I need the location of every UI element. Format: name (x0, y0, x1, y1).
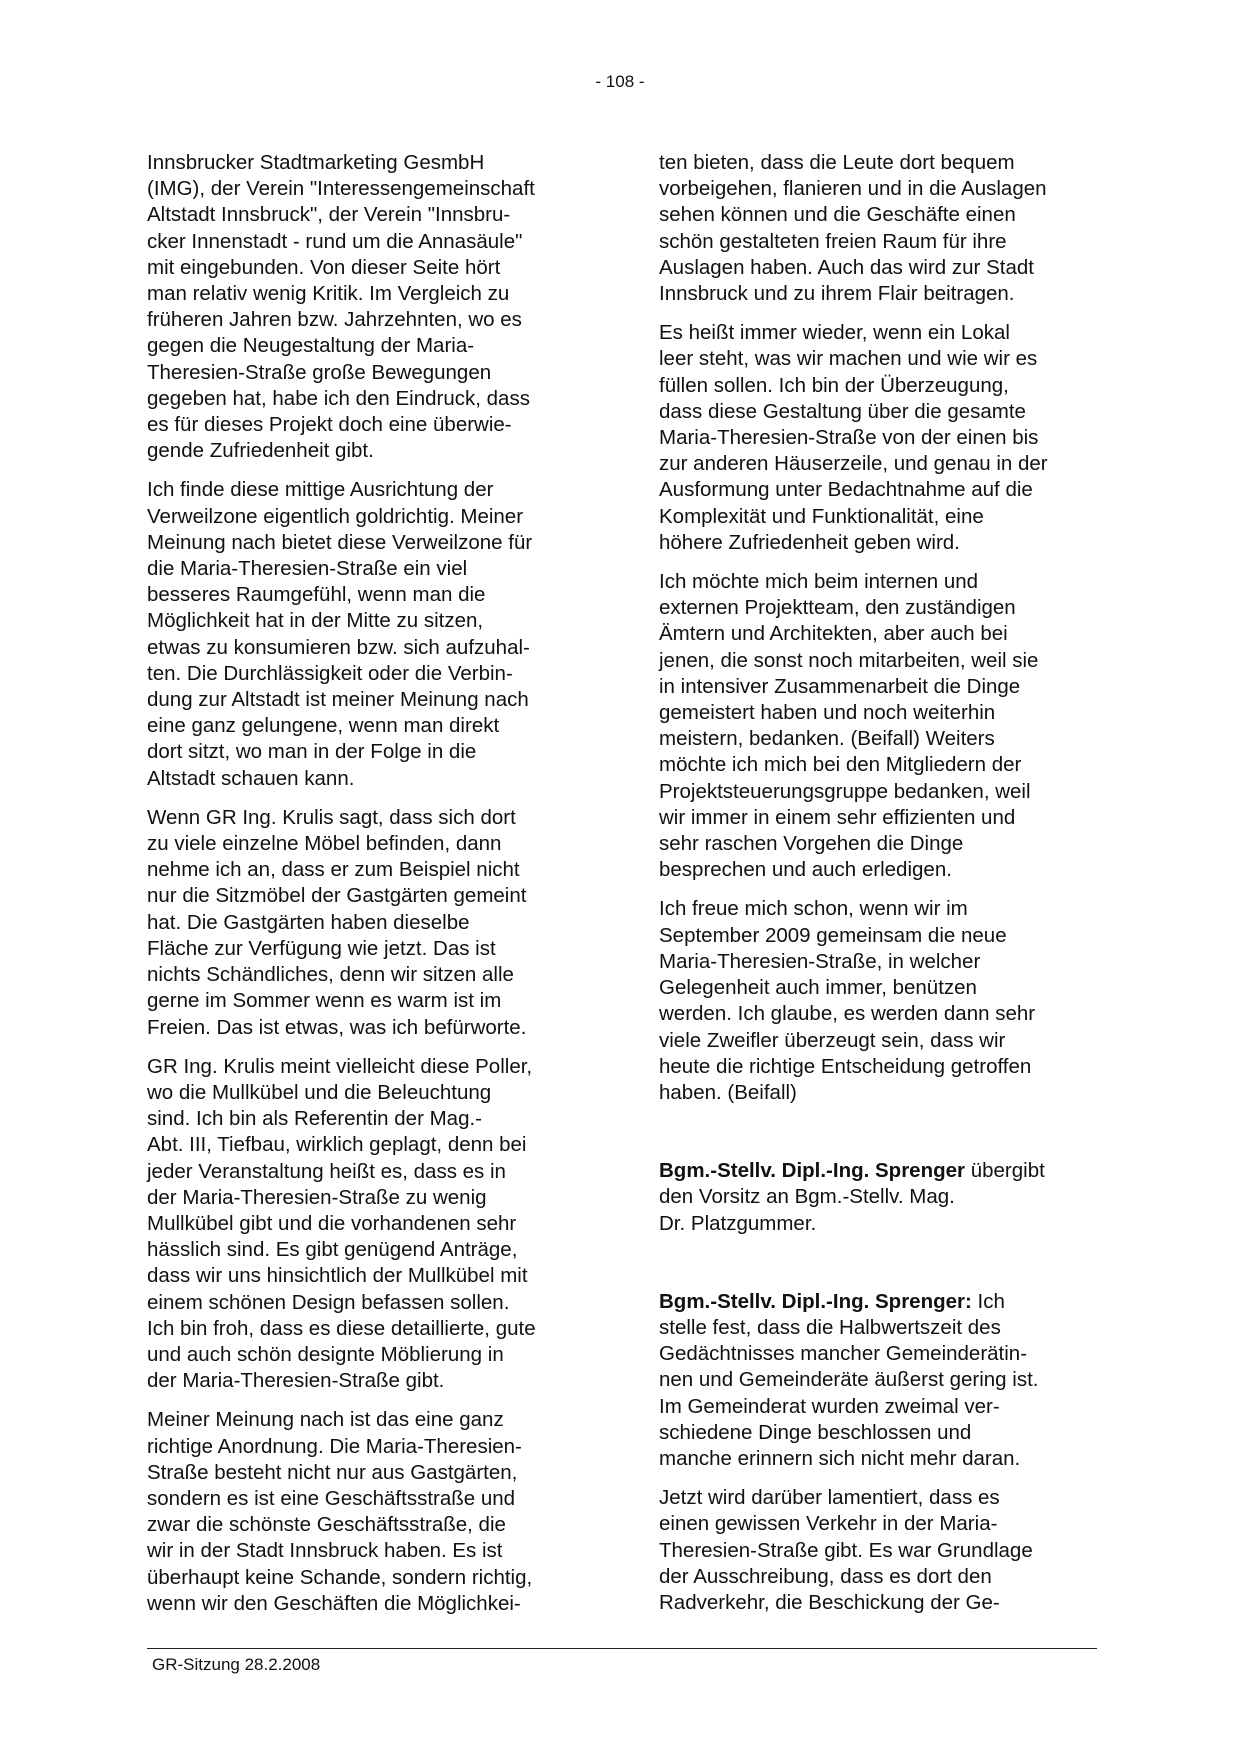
text-line: Maria-Theresien-Straße von der einen bis (659, 426, 1039, 450)
text-line: stelle fest, dass die Halbwertszeit des (659, 1315, 1001, 1339)
text-line: etwas zu konsumieren bzw. sich aufzuhal- (147, 635, 530, 659)
body-paragraph (659, 569, 1104, 883)
section-gap (659, 1119, 1104, 1158)
text-line: besprechen und auch erledigen. (659, 858, 952, 882)
text-line: einen gewissen Verkehr in der Maria- (659, 1512, 998, 1536)
text-line: leer steht, was wir machen und wie wir es (659, 347, 1038, 371)
text-line: (IMG), der Verein "Interessengemeinschaft (147, 177, 535, 201)
text-line: dass wir uns hinsichtlich der Mullkübel mit (147, 1264, 528, 1288)
text-line: den Vorsitz an Bgm.-Stellv. Mag. (659, 1185, 955, 1209)
text-line: Innsbrucker Stadtmarketing GesmbH (147, 151, 485, 174)
text-line: Fläche zur Verfügung wie jetzt. Das ist (147, 936, 496, 960)
speaker-name: Bgm.-Stellv. Dipl.-Ing. Sprenger: (659, 1289, 972, 1313)
body-paragraph (659, 1485, 1104, 1616)
text-line: und auch schön designte Möblierung in (147, 1342, 504, 1366)
text-line: jenen, die sonst noch mitarbeiten, weil sie (659, 648, 1039, 672)
page-number: - 108 - (595, 72, 645, 91)
text-line: sehen können und die Geschäfte einen (659, 203, 1016, 227)
text-line: schiedene Dinge beschlossen und (659, 1420, 972, 1444)
text-line: Jetzt wird darüber lamentiert, dass es (659, 1486, 1000, 1510)
text-line: früheren Jahren bzw. Jahrzehnten, wo es (147, 308, 522, 332)
text-line: man relativ wenig Kritik. Im Vergleich zu (147, 282, 510, 306)
body-paragraph (659, 150, 1104, 307)
text-line: Gelegenheit auch immer, benützen (659, 976, 977, 1000)
left-column (147, 150, 592, 1630)
text-line: ten. Die Durchlässigkeit oder die Verbin- (147, 661, 513, 685)
text-line: die Maria-Theresien-Straße ein viel (147, 557, 468, 581)
text-line: ten bieten, dass die Leute dort bequem (659, 151, 1015, 174)
text-line: hässlich sind. Es gibt genügend Anträge, (147, 1238, 518, 1262)
text-line: nen und Gemeinderäte äußerst gering ist. (659, 1368, 1039, 1392)
text-line: hat. Die Gastgärten haben dieselbe (147, 910, 470, 934)
text-line: Ich bin froh, dass es diese detaillierte, gute (147, 1316, 536, 1340)
section-gap (659, 1250, 1104, 1289)
handover-first-line (659, 1158, 1104, 1184)
text-line: der Maria-Theresien-Straße zu wenig (147, 1185, 487, 1209)
body-paragraph (147, 477, 592, 791)
text-line: es für dieses Projekt doch eine überwie- (147, 413, 512, 437)
text-line: Es heißt immer wieder, wenn ein Lokal (659, 321, 1010, 345)
text-line: Komplexität und Funktionalität, eine (659, 504, 984, 528)
text-line: Projektsteuerungsgruppe bedanken, weil (659, 779, 1031, 803)
text-line: nichts Schändliches, denn wir sitzen alle (147, 963, 514, 987)
text-line: zwar die schönste Geschäftsstraße, die (147, 1513, 506, 1537)
text-line: möchte ich mich bei den Mitgliedern der (659, 753, 1022, 777)
text-line: wir immer in einem sehr effizienten und (659, 805, 1016, 829)
text-line: Ausformung unter Bedachtnahme auf die (659, 478, 1033, 502)
text-line: Ich freue mich schon, wenn wir im (659, 897, 968, 921)
text-line: Theresien-Straße gibt. Es war Grundlage (659, 1538, 1033, 1562)
body-paragraph (659, 320, 1104, 556)
text-line: Altstadt Innsbruck", der Verein "Innsbru- (147, 203, 511, 227)
text-line: Möglichkeit hat in der Mitte zu sitzen, (147, 609, 484, 633)
text-line: heute die richtige Entscheidung getroffen (659, 1054, 1032, 1078)
right-column (659, 150, 1104, 1629)
text-line: Ich finde diese mittige Ausrichtung der (147, 478, 494, 502)
body-paragraph (659, 896, 1104, 1106)
text-line: nur die Sitzmöbel der Gastgärten gemeint (147, 884, 527, 908)
text-line: mit eingebunden. Von dieser Seite hört (147, 255, 501, 279)
handover-first-line-rest: übergibt (965, 1159, 1045, 1183)
text-line: meistern, bedanken. (Beifall) Weiters (659, 727, 995, 751)
text-line: dort sitzt, wo man in der Folge in die (147, 740, 477, 764)
text-line: in intensiver Zusammenarbeit die Dinge (659, 674, 1021, 698)
statement-first-line-rest: Ich (971, 1289, 1005, 1313)
text-line: Theresien-Straße große Bewegungen (147, 360, 492, 384)
text-line: Ämtern und Architekten, aber auch bei (659, 622, 1008, 646)
text-line: GR Ing. Krulis meint vielleicht diese Poller, (147, 1054, 533, 1078)
text-line: viele Zweifler überzeugt sein, dass wir (659, 1028, 1006, 1052)
text-line: eine ganz gelungene, wenn man direkt (147, 714, 500, 738)
text-line: Innsbruck und zu ihrem Flair beitragen. (659, 282, 1015, 306)
text-line: Abt. III, Tiefbau, wirklich geplagt, denn bei (147, 1133, 527, 1157)
text-line: werden. Ich glaube, es werden dann sehr (659, 1002, 1036, 1026)
text-line: manche erinnern sich nicht mehr daran. (659, 1446, 1021, 1470)
statement-first-line (659, 1289, 1104, 1315)
text-line: Ich möchte mich beim internen und (659, 570, 979, 594)
text-line: sondern es ist eine Geschäftsstraße und (147, 1486, 516, 1510)
text-line: Verweilzone eigentlich goldrichtig. Meiner (147, 504, 524, 528)
text-line: dung zur Altstadt ist meiner Meinung nach (147, 688, 529, 712)
body-paragraph (147, 1407, 592, 1617)
text-line: Altstadt schauen kann. (147, 766, 355, 790)
text-line: jeder Veranstaltung heißt es, dass es in (147, 1159, 506, 1183)
text-line: externen Projektteam, den zuständigen (659, 596, 1016, 620)
text-line: einem schönen Design befassen sollen. (147, 1290, 510, 1314)
footer-text: GR-Sitzung 28.2.2008 (152, 1655, 321, 1674)
text-line: schön gestalteten freien Raum für ihre (659, 229, 1007, 253)
text-line: Freien. Das ist etwas, was ich befürworte. (147, 1015, 527, 1039)
text-line: cker Innenstadt - rund um die Annasäule" (147, 229, 523, 253)
text-line: der Ausschreibung, dass es dort den (659, 1564, 992, 1588)
text-line: Mullkübel gibt und die vorhandenen sehr (147, 1211, 517, 1235)
text-line: überhaupt keine Schande, sondern richtig, (147, 1565, 533, 1589)
text-line: wir in der Stadt Innsbruck haben. Es ist (147, 1539, 503, 1563)
text-line: zur anderen Häuserzeile, und genau in der (659, 452, 1048, 476)
body-paragraph (147, 1054, 592, 1395)
text-line: gerne im Sommer wenn es warm ist im (147, 989, 502, 1013)
text-line: besseres Raumgefühl, wenn man die (147, 583, 486, 607)
text-line: sind. Ich bin als Referentin der Mag.- (147, 1107, 482, 1131)
text-line: vorbeigehen, flanieren und in die Auslagen (659, 177, 1047, 201)
text-line: zu viele einzelne Möbel befinden, dann (147, 832, 502, 856)
statement-paragraph (659, 1289, 1104, 1472)
text-line: Dr. Platzgummer. (659, 1211, 817, 1235)
text-line: höhere Zufriedenheit geben wird. (659, 530, 960, 554)
text-line: Wenn GR Ing. Krulis sagt, dass sich dort (147, 805, 516, 829)
text-line: Gedächtnisses mancher Gemeinderätin- (659, 1342, 1028, 1366)
text-line: gegen die Neugestaltung der Maria- (147, 334, 475, 358)
text-line: haben. (Beifall) (659, 1080, 797, 1104)
handover-paragraph (659, 1158, 1104, 1237)
text-line: September 2009 gemeinsam die neue (659, 923, 1007, 947)
text-line: gemeistert haben und noch weiterhin (659, 701, 996, 725)
text-line: Meiner Meinung nach ist das eine ganz (147, 1408, 504, 1432)
footer-divider (147, 1648, 1097, 1649)
text-line: nehme ich an, dass er zum Beispiel nicht (147, 858, 520, 882)
text-line: Straße besteht nicht nur aus Gastgärten, (147, 1460, 518, 1484)
text-line: dass diese Gestaltung über die gesamte (659, 399, 1026, 423)
text-line: Im Gemeinderat wurden zweimal ver- (659, 1394, 1000, 1418)
text-line: gegeben hat, habe ich den Eindruck, dass (147, 386, 530, 410)
text-line: wo die Mullkübel und die Beleuchtung (147, 1080, 492, 1104)
speaker-name: Bgm.-Stellv. Dipl.-Ing. Sprenger (659, 1159, 966, 1183)
text-line: richtige Anordnung. Die Maria-Theresien- (147, 1434, 522, 1458)
body-paragraph (147, 805, 592, 1041)
text-line: Radverkehr, die Beschickung der Ge- (659, 1590, 1000, 1614)
text-line: Maria-Theresien-Straße, in welcher (659, 949, 981, 973)
text-line: Auslagen haben. Auch das wird zur Stadt (659, 255, 1034, 279)
text-line: wenn wir den Geschäften die Möglichkei- (147, 1591, 521, 1615)
text-line: der Maria-Theresien-Straße gibt. (147, 1369, 445, 1393)
text-line: gende Zufriedenheit gibt. (147, 439, 374, 463)
text-line: füllen sollen. Ich bin der Überzeugung, (659, 373, 1009, 397)
text-line: sehr raschen Vorgehen die Dinge (659, 832, 964, 856)
body-paragraph (147, 150, 592, 464)
text-line: Meinung nach bietet diese Verweilzone für (147, 530, 533, 554)
